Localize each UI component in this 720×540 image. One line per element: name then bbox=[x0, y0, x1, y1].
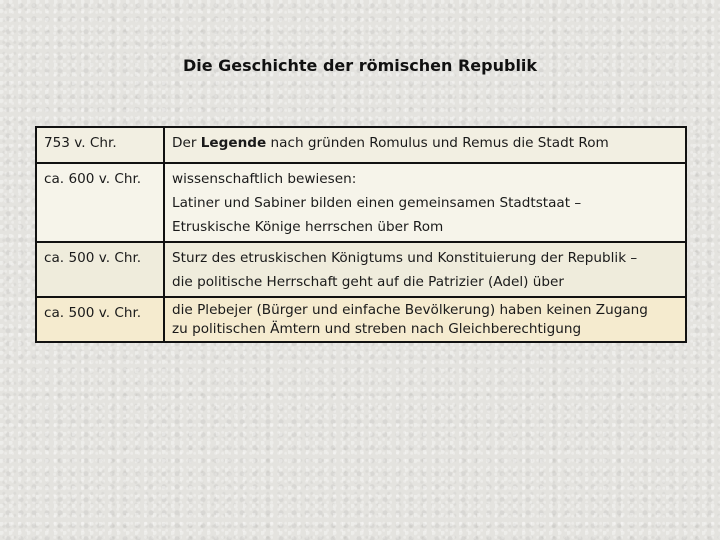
event-cell bbox=[164, 127, 686, 163]
table-row bbox=[36, 297, 686, 342]
event-line: die Plebejer (Bürger und einfache Bevölkerung) haben keinen Zugang bbox=[172, 302, 648, 318]
date-cell: ca. 500 v. Chr. bbox=[36, 297, 164, 342]
table-row bbox=[36, 127, 686, 163]
date-cell: 753 v. Chr. bbox=[36, 127, 164, 163]
event-line: wissenschaftlich bewiesen: bbox=[172, 171, 357, 187]
event-cell bbox=[164, 297, 686, 342]
event-line: Latiner und Sabiner bilden einen gemeinsamen Stadtstaat – bbox=[172, 195, 582, 211]
timeline-table bbox=[35, 126, 687, 343]
legend-word: Legende bbox=[200, 135, 267, 151]
slide-title: Die Geschichte der römischen Republik bbox=[182, 56, 538, 75]
event-line: Etruskische Könige herrschen über Rom bbox=[172, 219, 444, 235]
event-text: Der bbox=[172, 135, 201, 151]
event-cell bbox=[164, 163, 686, 242]
event-line: die politische Herrschaft geht auf die Patrizier (Adel) über bbox=[172, 274, 564, 290]
table-row bbox=[36, 163, 686, 242]
event-cell bbox=[164, 242, 686, 297]
date-cell: ca. 600 v. Chr. bbox=[36, 163, 164, 242]
event-line: zu politischen Ämtern und streben nach Gleichberechtigung bbox=[172, 321, 582, 337]
event-text: nach gründen Romulus und Remus die Stadt Rom bbox=[266, 135, 609, 151]
date-cell: ca. 500 v. Chr. bbox=[36, 242, 164, 297]
table-row bbox=[36, 242, 686, 297]
event-line: Sturz des etruskischen Königtums und Konstituierung der Republik – bbox=[172, 250, 638, 266]
